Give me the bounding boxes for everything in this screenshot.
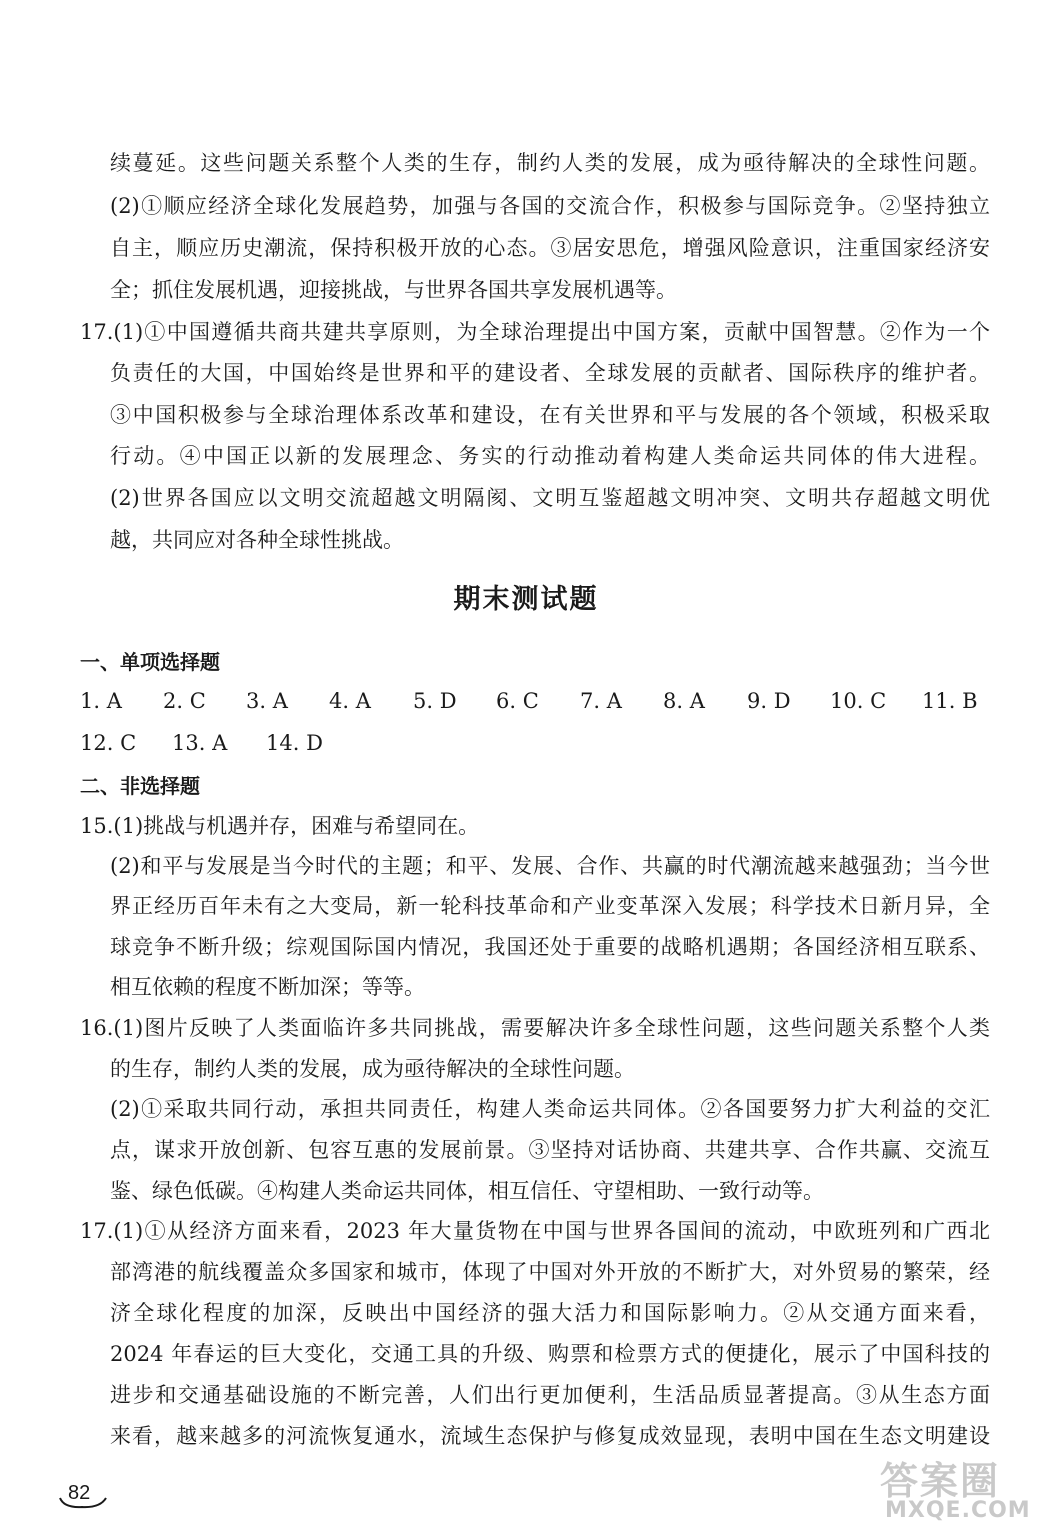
text-line: 相互依赖的程度不断加深；等等。 — [110, 975, 425, 999]
answer-item: 3. A — [246, 689, 288, 713]
answer-item: 2. C — [163, 689, 206, 713]
watermark-text-cn: 答案圈 — [880, 1459, 1001, 1503]
text-line: 部湾港的航线覆盖众多国家和城市，体现了中国对外开放的不断扩大，对外贸易的繁荣，经 — [110, 1260, 990, 1284]
text-line: 界正经历百年未有之大变局，新一轮科技革命和产业变革深入发展；科学技术日新月异，全 — [110, 894, 990, 918]
text-line: (2)①顺应经济全球化发展趋势，加强与各国的交流合作，积极参与国际竞争。②坚持独立 — [110, 194, 990, 218]
answer-item: 7. A — [580, 689, 622, 713]
text-line: 续蔓延。这些问题关系整个人类的生存，制约人类的发展，成为亟待解决的全球性问题。 — [110, 151, 990, 175]
text-line: 来看，越来越多的河流恢复通水，流域生态保护与修复成效显现，表明中国在生态文明建设 — [110, 1424, 990, 1448]
watermark-logo — [845, 1450, 1045, 1530]
text-line: 济全球化程度的加深，反映出中国经济的强大活力和国际影响力。②从交通方面来看， — [110, 1301, 990, 1325]
text-line: 点，谋求开放创新、包容互惠的发展前景。③坚持对话协商、共建共享、合作共赢、交流互 — [110, 1138, 990, 1162]
text-line: 全；抓住发展机遇，迎接挑战，与世界各国共享发展机遇等。 — [110, 278, 677, 302]
text-line: 鉴、绿色低碳。④构建人类命运共同体，相互信任、守望相助、一致行动等。 — [110, 1179, 824, 1203]
text-line: ③中国积极参与全球治理体系改革和建设，在有关世界和平与发展的各个领域，积极采取 — [110, 403, 990, 427]
text-line: 球竞争不断升级；综观国际国内情况，我国还处于重要的战略机遇期；各国经济相互联系、 — [110, 935, 990, 959]
answer-item: 9. D — [747, 689, 791, 713]
answer-item: 6. C — [496, 689, 539, 713]
answer-item: 12. C — [80, 731, 137, 755]
answer-item: 13. A — [172, 731, 228, 755]
section-heading: 二、非选择题 — [80, 774, 200, 798]
text-line: 进步和交通基础设施的不断完善，人们出行更加便利，生活品质显著提高。③从生态方面 — [110, 1383, 990, 1407]
text-line: 15.(1)挑战与机遇并存，困难与希望同在。 — [80, 814, 480, 838]
section-heading: 一、单项选择题 — [80, 650, 220, 674]
text-line: 负责任的大国，中国始终是世界和平的建设者、全球发展的贡献者、国际秩序的维护者。 — [110, 361, 990, 385]
text-line: 2024 年春运的巨大变化，交通工具的升级、购票和检票方式的便捷化，展示了中国科技的 — [110, 1342, 990, 1366]
text-line: 自主，顺应历史潮流，保持积极开放的心态。③居安思危，增强风险意识，注重国家经济安 — [110, 236, 990, 260]
text-line: (2)世界各国应以文明交流超越文明隔阂、文明互鉴超越文明冲突、文明共存超越文明优 — [110, 486, 990, 510]
page-number — [58, 1480, 108, 1510]
text-line: 的生存，制约人类的发展，成为亟待解决的全球性问题。 — [110, 1057, 635, 1081]
answer-item: 11. B — [922, 689, 978, 713]
text-line: 行动。④中国正以新的发展理念、务实的行动推动着构建人类命运共同体的伟大进程。 — [110, 444, 990, 468]
answer-item: 8. A — [663, 689, 705, 713]
answer-item: 14. D — [266, 731, 323, 755]
text-line: 17.(1)①中国遵循共商共建共享原则，为全球治理提出中国方案，贡献中国智慧。②作为一个 — [80, 320, 990, 344]
answer-item: 4. A — [329, 689, 371, 713]
text-line: 17.(1)①从经济方面来看，2023 年大量货物在中国与世界各国间的流动，中欧班列和广西北 — [80, 1219, 990, 1243]
text-line: (2)和平与发展是当今时代的主题；和平、发展、合作、共赢的时代潮流越来越强劲；当今世 — [110, 854, 990, 878]
answer-item: 10. C — [830, 689, 887, 713]
page-number-text: 82 — [68, 1482, 91, 1504]
answer-item: 1. A — [80, 689, 122, 713]
page-title: 期末测试题 — [453, 584, 599, 615]
text-line: (2)①采取共同行动，承担共同责任，构建人类命运共同体。②各国要努力扩大利益的交汇 — [110, 1097, 990, 1121]
answer-item: 5. D — [413, 689, 457, 713]
watermark-text-en: MXQE.COM — [885, 1498, 1031, 1523]
text-line: 越，共同应对各种全球性挑战。 — [110, 528, 404, 552]
text-line: 16.(1)图片反映了人类面临许多共同挑战，需要解决许多全球性问题，这些问题关系整个人类 — [80, 1016, 990, 1040]
